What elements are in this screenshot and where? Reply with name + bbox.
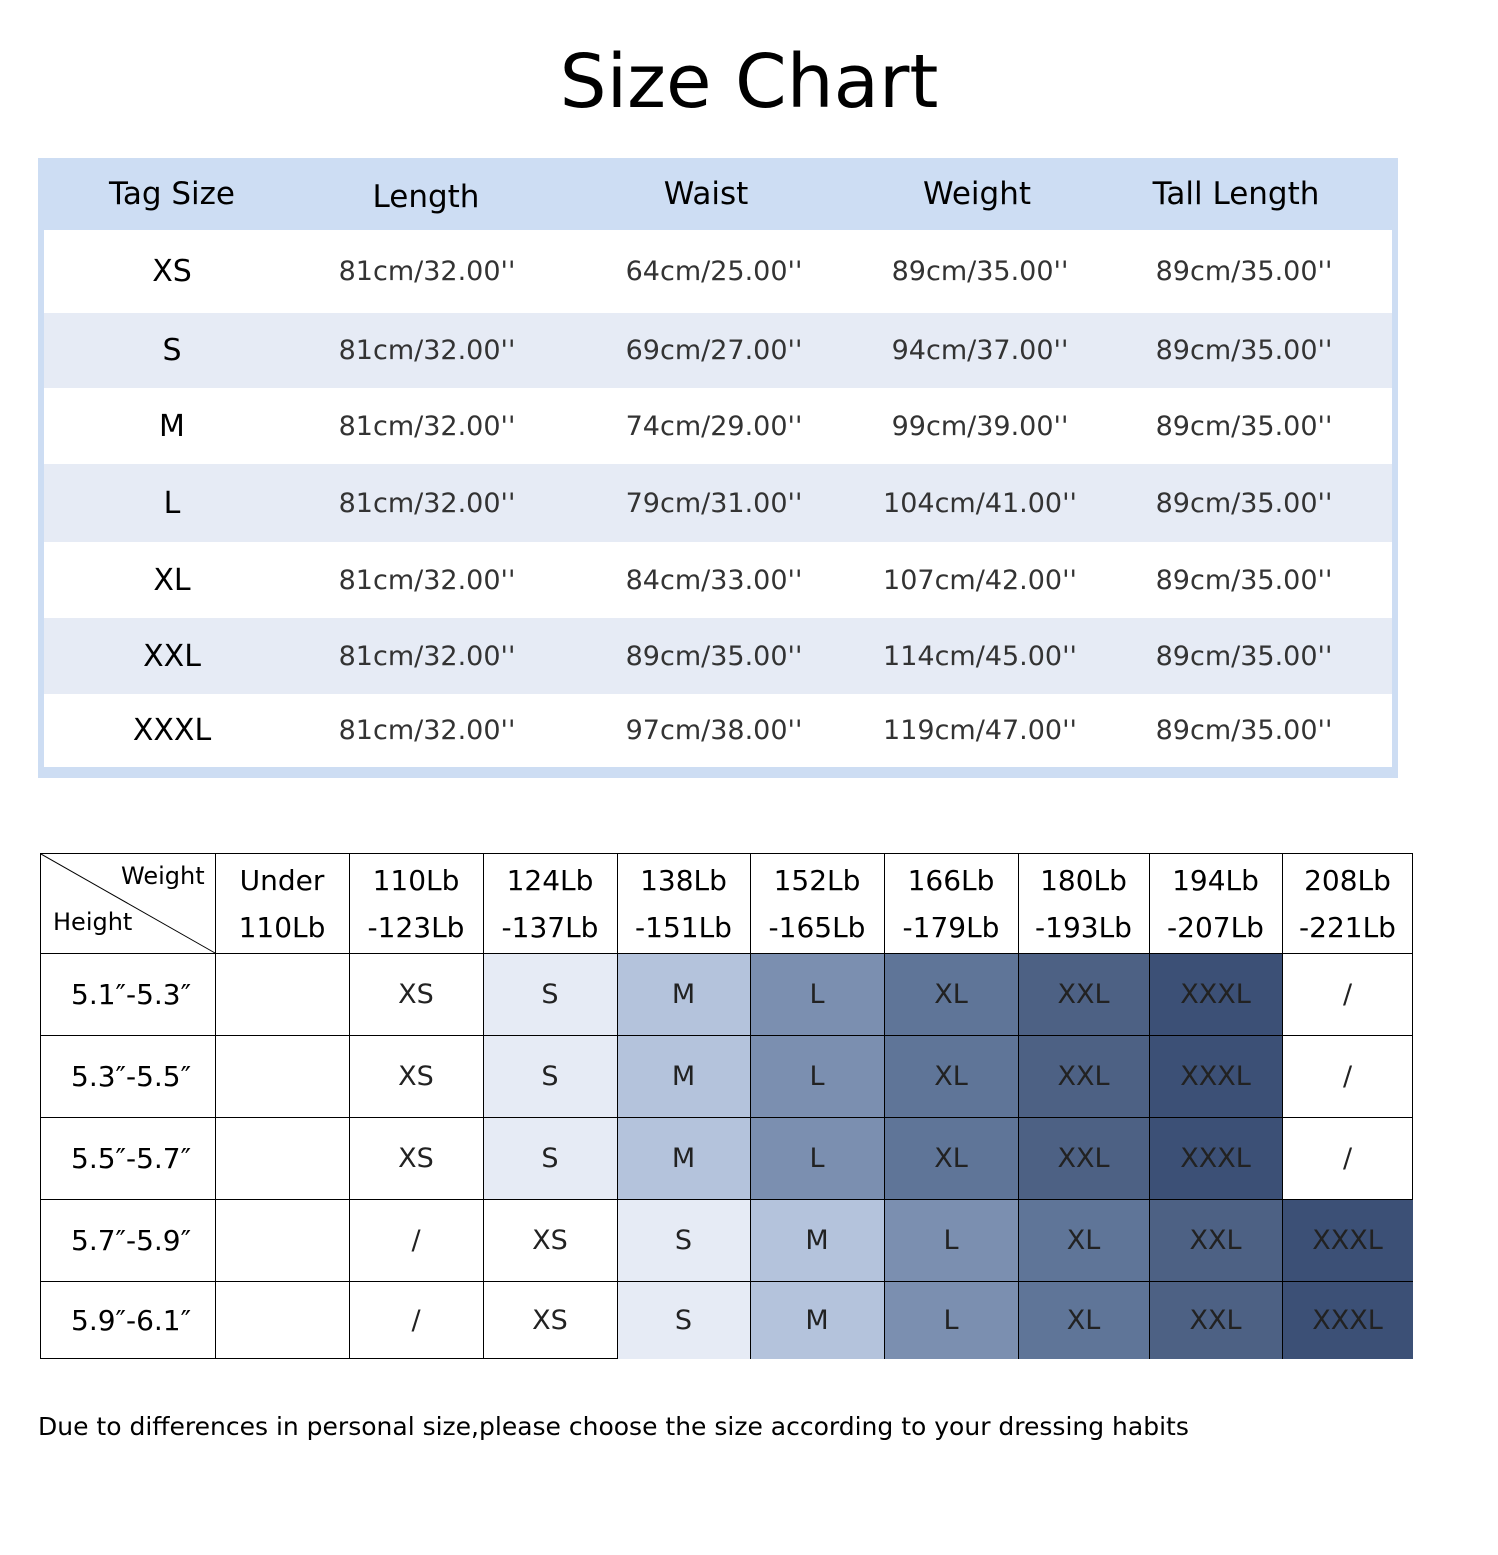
weight-range-header (617, 854, 750, 953)
weight-cell: 114cm/45.00'' (883, 640, 1077, 672)
grid-row-divider (41, 953, 1413, 954)
header-length: Length (372, 179, 480, 215)
size-cell: XS (152, 254, 192, 289)
size-recommendation-cell: XS (532, 1304, 568, 1336)
height-range-label: 5.1″-5.3″ (71, 977, 192, 1011)
size-recommendation-cell: XXXL (1282, 1281, 1413, 1359)
size-recommendation-cell: S (617, 1281, 750, 1359)
tall-length-cell: 89cm/35.00'' (1155, 410, 1333, 442)
size-recommendation-cell: L (884, 1199, 1018, 1281)
weight-cell: 119cm/47.00'' (883, 715, 1077, 746)
grid-column-divider (750, 854, 751, 1359)
size-recommendation-cell: XS (398, 1060, 434, 1092)
weight-range-header (349, 854, 483, 953)
header-weight: Weight (922, 176, 1032, 212)
table-row (44, 542, 1392, 618)
waist-cell: 69cm/27.00'' (625, 335, 803, 366)
grid-row-divider (41, 1199, 1413, 1200)
length-cell: 81cm/32.00'' (338, 410, 516, 442)
size-recommendation-cell: / (1342, 978, 1353, 1010)
size-recommendation-cell: XS (398, 1142, 434, 1174)
tall-length-cell: 89cm/35.00'' (1155, 640, 1333, 672)
weight-range-header (750, 854, 884, 953)
weight-range-bottom: -137Lb (501, 910, 599, 944)
weight-range-top: 180Lb (1040, 863, 1127, 897)
grid-column-divider (617, 854, 618, 1359)
tall-length-cell: 89cm/35.00'' (1155, 487, 1333, 519)
size-recommendation-cell: XXXL (1149, 953, 1282, 1035)
weight-range-bottom: -123Lb (367, 910, 465, 944)
weight-range-top: 110Lb (372, 863, 460, 897)
size-recommendation-cell: XXL (1018, 1035, 1149, 1117)
size-recommendation-cell: / (411, 1224, 421, 1256)
waist-cell: 64cm/25.00'' (625, 256, 803, 287)
grid-column-divider (1018, 854, 1019, 1359)
size-cell: L (163, 485, 181, 521)
size-recommendation-cell: XL (884, 1035, 1018, 1117)
weight-cell: 99cm/39.00'' (891, 410, 1069, 442)
waist-cell: 97cm/38.00'' (625, 715, 803, 746)
height-range-label: 5.5″-5.7″ (71, 1141, 192, 1175)
grid-column-divider (349, 854, 350, 1359)
size-cell: XL (153, 562, 191, 598)
weight-range-top: 166Lb (907, 863, 995, 897)
grid-row-divider (41, 1035, 1413, 1036)
tall-length-cell: 89cm/35.00'' (1155, 256, 1333, 287)
weight-range-bottom: -165Lb (768, 910, 866, 944)
length-cell: 81cm/32.00'' (338, 640, 516, 672)
weight-range-header (1018, 854, 1149, 953)
weight-range-header (1149, 854, 1282, 953)
size-measurement-table (38, 158, 1398, 778)
tall-length-cell: 89cm/35.00'' (1155, 715, 1333, 746)
size-recommendation-cell (215, 1117, 349, 1199)
header-waist: Waist (663, 176, 749, 212)
size-recommendation-cell: XXL (1018, 1117, 1149, 1199)
size-cell: XXXL (132, 713, 212, 748)
weight-range-header (215, 854, 349, 953)
height-range-label: 5.3″-5.5″ (71, 1059, 192, 1093)
corner-height-label: Height (53, 908, 133, 936)
table-row (44, 388, 1392, 464)
weight-cell: 104cm/41.00'' (883, 487, 1077, 519)
size-recommendation-cell: XXL (1018, 953, 1149, 1035)
size-recommendation-cell: M (750, 1281, 884, 1359)
size-recommendation-cell: XXL (1149, 1281, 1282, 1359)
grid-row-divider (41, 1281, 1413, 1282)
size-recommendation-cell: M (750, 1199, 884, 1281)
sizing-note: Due to differences in personal size,please choose the size according to your dressing habits (38, 1412, 1189, 1441)
size-cell: M (159, 408, 185, 444)
size-recommendation-cell: S (483, 953, 617, 1035)
table-row (44, 313, 1392, 388)
grid-column-divider (215, 854, 216, 1359)
grid-column-divider (884, 854, 885, 1359)
size-recommendation-cell: S (617, 1199, 750, 1281)
grid-column-divider (1149, 854, 1150, 1359)
size-recommendation-cell: XL (1018, 1199, 1149, 1281)
table-row (44, 230, 1392, 313)
size-recommendation-cell: L (750, 1117, 884, 1199)
waist-cell: 79cm/31.00'' (625, 487, 803, 519)
size-cell: S (162, 333, 182, 368)
size-recommendation-cell: M (617, 953, 750, 1035)
size-recommendation-cell: XXXL (1149, 1035, 1282, 1117)
size-recommendation-cell: XL (884, 953, 1018, 1035)
weight-cell: 89cm/35.00'' (891, 256, 1069, 287)
weight-range-bottom: -151Lb (635, 910, 732, 944)
weight-range-top: 194Lb (1172, 863, 1259, 897)
height-range-label: 5.9″-6.1″ (71, 1303, 192, 1337)
size-recommendation-cell: / (1342, 1060, 1353, 1092)
table-row (44, 464, 1392, 542)
corner-weight-label: Weight (121, 862, 205, 890)
grid-row-divider (41, 1117, 1413, 1118)
length-cell: 81cm/32.00'' (338, 715, 516, 746)
size-recommendation-cell: / (1342, 1142, 1353, 1174)
size-recommendation-cell: S (483, 1117, 617, 1199)
size-recommendation-cell: / (411, 1304, 421, 1336)
height-range-label: 5.7″-5.9″ (71, 1223, 192, 1257)
size-recommendation-cell: XL (1018, 1281, 1149, 1359)
size-recommendation-cell (215, 1281, 349, 1359)
size-cell: XXL (143, 638, 201, 674)
size-recommendation-cell: S (483, 1035, 617, 1117)
size-recommendation-cell (215, 953, 349, 1035)
weight-range-top: 208Lb (1304, 863, 1391, 897)
weight-range-bottom: -221Lb (1299, 910, 1396, 944)
size-recommendation-cell: L (750, 1035, 884, 1117)
size-recommendation-cell (215, 1035, 349, 1117)
weight-range-bottom: 110Lb (238, 910, 326, 944)
grid-column-divider (483, 854, 484, 1359)
weight-range-header (1282, 854, 1413, 953)
weight-range-bottom: -179Lb (902, 910, 1000, 944)
header-tall-length: Tall Length (1152, 176, 1320, 212)
size-recommendation-cell: XXL (1149, 1199, 1282, 1281)
size-recommendation-cell: XL (884, 1117, 1018, 1199)
weight-cell: 107cm/42.00'' (883, 564, 1077, 596)
weight-range-bottom: -193Lb (1035, 910, 1132, 944)
grid-column-divider (1282, 854, 1283, 1359)
size-recommendation-cell: XS (398, 978, 434, 1010)
length-cell: 81cm/32.00'' (338, 564, 516, 596)
size-recommendation-cell: XXXL (1282, 1199, 1413, 1281)
weight-range-top: 124Lb (506, 863, 594, 897)
page-title: Size Chart (559, 39, 939, 125)
table-row (44, 618, 1392, 694)
size-recommendation-cell: XXXL (1149, 1117, 1282, 1199)
size-recommendation-cell: XS (532, 1224, 568, 1256)
weight-range-bottom: -207Lb (1167, 910, 1264, 944)
weight-range-header (884, 854, 1018, 953)
size-recommendation-cell: L (750, 953, 884, 1035)
size-recommendation-cell: L (884, 1281, 1018, 1359)
waist-cell: 74cm/29.00'' (625, 410, 803, 442)
length-cell: 81cm/32.00'' (338, 256, 516, 287)
length-cell: 81cm/32.00'' (338, 335, 516, 366)
weight-range-header (483, 854, 617, 953)
weight-range-top: Under (239, 863, 325, 897)
weight-range-top: 152Lb (773, 863, 861, 897)
table-header-row (44, 158, 1392, 230)
header-tag-size: Tag Size (109, 176, 235, 212)
tall-length-cell: 89cm/35.00'' (1155, 564, 1333, 596)
waist-cell: 89cm/35.00'' (625, 640, 803, 672)
weight-cell: 94cm/37.00'' (891, 335, 1069, 366)
weight-range-top: 138Lb (640, 863, 727, 897)
length-cell: 81cm/32.00'' (338, 487, 516, 519)
table-row (44, 694, 1392, 767)
size-recommendation-cell: M (617, 1035, 750, 1117)
height-weight-fit-grid (40, 853, 1413, 1359)
waist-cell: 84cm/33.00'' (625, 564, 803, 596)
size-recommendation-cell (215, 1199, 349, 1281)
size-recommendation-cell: M (617, 1117, 750, 1199)
tall-length-cell: 89cm/35.00'' (1155, 335, 1333, 366)
